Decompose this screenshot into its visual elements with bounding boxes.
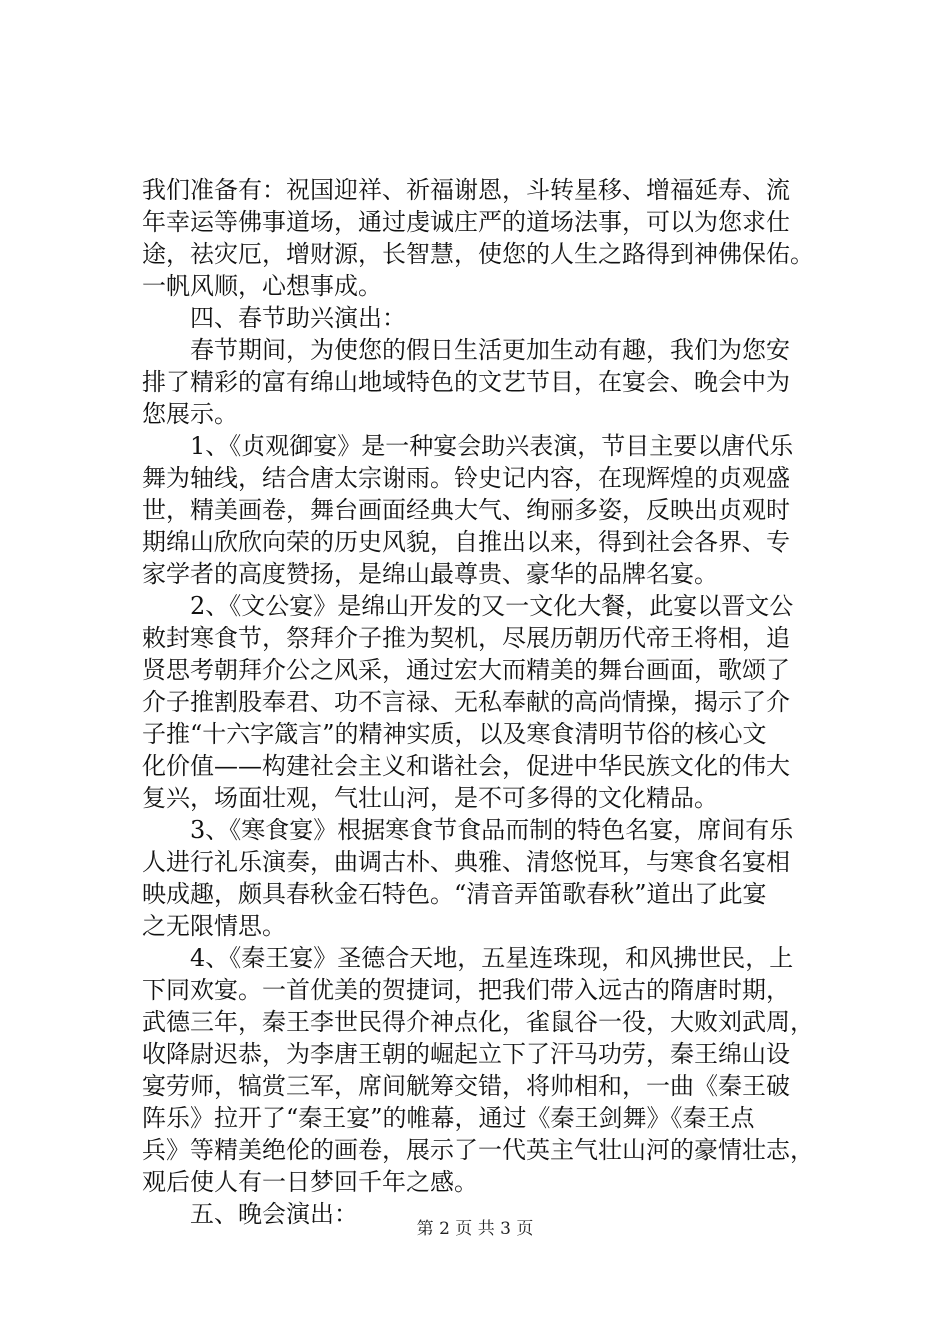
text-line: 期绵山欣欣向荣的历史风貌，自推出以来，得到社会各界、专	[142, 528, 790, 556]
text-line: 排了精彩的富有绵山地域特色的文艺节目，在宴会、晚会中为	[142, 368, 790, 396]
text-line: 化价值——构建社会主义和谐社会，促进中华民族文化的伟大	[142, 752, 790, 780]
text-line: 子推“十六字箴言”的精神实质，以及寒食清明节俗的核心文	[142, 720, 767, 748]
text-line: 敕封寒食节，祭拜介子推为契机，尽展历朝历代帝王将相，追	[142, 624, 790, 652]
text-line: 世，精美画卷，舞台画面经典大气、绚丽多姿，反映出贞观时	[142, 496, 790, 524]
text-line: 2、《文公宴》是绵山开发的又一文化大餐，此宴以晋文公	[190, 592, 794, 620]
text-line: 春节期间，为使您的假日生活更加生动有趣，我们为您安	[190, 336, 790, 364]
text-line: 武德三年，秦王李世民得介神点化，雀鼠谷一役，大败刘武周，	[142, 1008, 814, 1036]
text-line: 之无限情思。	[142, 912, 286, 940]
text-line: 您展示。	[142, 400, 238, 428]
text-line: 兵》等精美绝伦的画卷，展示了一代英主气壮山河的豪情壮志，	[142, 1136, 814, 1164]
text-line: 途，祛灾厄，增财源，长智慧，使您的人生之路得到神佛保佑。	[142, 240, 814, 268]
document-body	[142, 174, 862, 1230]
text-line: 下同欢宴。一首优美的贺捷词，把我们带入远古的隋唐时期，	[142, 976, 790, 1004]
text-line: 阵乐》拉开了“秦王宴”的帷幕，通过《秦王剑舞》《秦王点	[142, 1104, 755, 1132]
text-line: 我们准备有：祝国迎祥、祈福谢恩，斗转星移、增福延寿、流	[142, 176, 790, 204]
text-line: 一帆风顺，心想事成。	[142, 272, 382, 300]
text-line: 观后使人有一日梦回千年之感。	[142, 1168, 478, 1196]
text-line: 介子推割股奉君、功不言禄、无私奉献的高尚情操，揭示了介	[142, 688, 790, 716]
page-footer: 第 2 页 共 3 页	[416, 1219, 534, 1239]
text-line: 收降尉迟恭，为李唐王朝的崛起立下了汗马功劳，秦王绵山设	[142, 1040, 790, 1068]
text-line: 复兴，场面壮观，气壮山河，是不可多得的文化精品。	[142, 784, 718, 812]
text-line: 3、《寒食宴》根据寒食节食品而制的特色名宴，席间有乐	[190, 816, 794, 844]
text-line: 五、晚会演出：	[190, 1200, 358, 1228]
text-line: 宴劳师，犒赏三军，席间觥筹交错，将帅相和，一曲《秦王破	[142, 1072, 790, 1100]
text-line: 四、春节助兴演出：	[190, 304, 406, 332]
text-line: 人进行礼乐演奏，曲调古朴、典雅、清悠悦耳，与寒食名宴相	[142, 848, 790, 876]
text-line: 家学者的高度赞扬，是绵山最尊贵、豪华的品牌名宴。	[142, 560, 718, 588]
text-line: 1、《贞观御宴》是一种宴会助兴表演，节目主要以唐代乐	[190, 432, 794, 460]
text-line: 4、《秦王宴》圣德合天地，五星连珠现，和风拂世民，上	[190, 944, 794, 972]
text-line: 贤思考朝拜介公之风采，通过宏大而精美的舞台画面，歌颂了	[142, 656, 790, 684]
text-line: 映成趣，颇具春秋金石特色。“清音弄笛歌春秋”道出了此宴	[142, 880, 767, 908]
text-line: 舞为轴线，结合唐太宗谢雨。铃史记内容，在现辉煌的贞观盛	[142, 464, 790, 492]
text-line: 年幸运等佛事道场，通过虔诚庄严的道场法事，可以为您求仕	[142, 208, 790, 236]
